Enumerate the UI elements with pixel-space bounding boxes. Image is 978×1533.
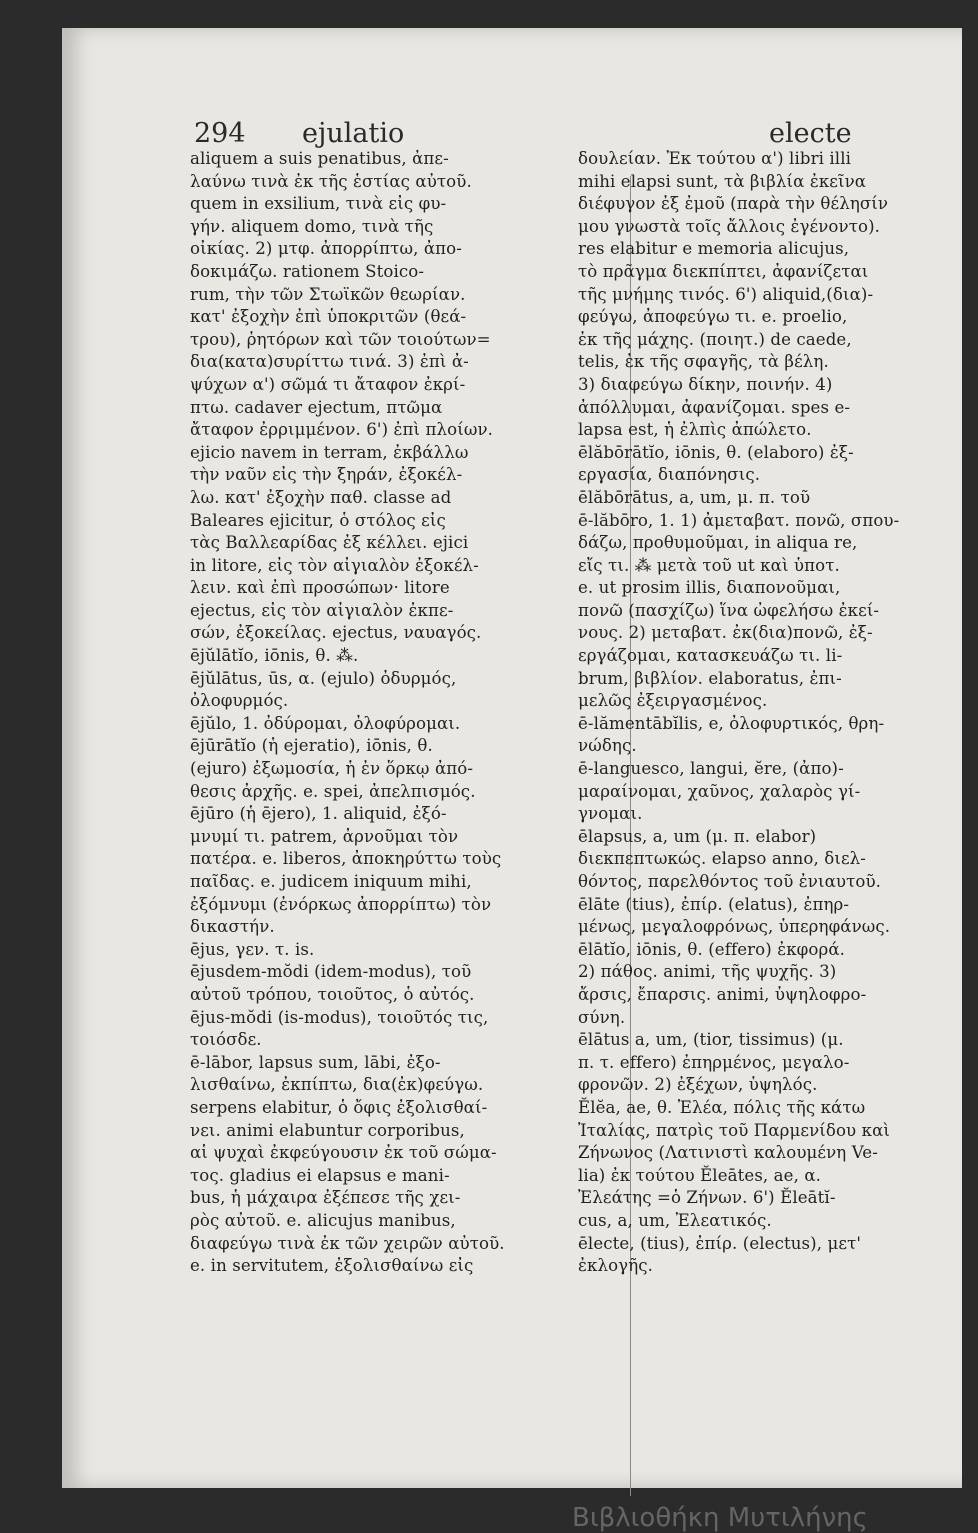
text-line: νους. 2) μεταβατ. ἐκ(δια)πονῶ, ἐξ- — [578, 623, 873, 643]
text-line: aliquem a suis penatibus, ἀπε- — [190, 149, 449, 168]
text-line: μαραίνομαι, χαῦνος, χαλαρὸς γί- — [578, 781, 861, 801]
text-line: in litore, εἰς τὸν αἰγιαλὸν ἐξοκέλ- — [190, 555, 479, 575]
text-line: λω. κατ' ἐξοχὴν παθ. classe ad — [190, 487, 452, 507]
text-line: ὀλοφυρμός. — [190, 691, 289, 711]
text-line: ēlăbōrātus, a, um, μ. π. τοῦ — [578, 487, 811, 507]
text-line: ē-languesco, langui, ĕre, (ἀπο)- — [578, 759, 844, 779]
text-line: e. ut prosim illis, διαπονοῦμαι, — [578, 578, 841, 598]
text-line: παῖδας. e. judicem iniquum mihi, — [190, 872, 472, 891]
text-line: bus, ἡ μάχαιρα ἐξέπεσε τῆς χει- — [190, 1188, 461, 1208]
text-line: λισθαίνω, ἐκπίπτω, δια(ἐκ)φεύγω. — [190, 1075, 484, 1095]
text-line: (ejuro) ἐξωμοσία, ἡ ἐν ὅρκῳ ἀπό- — [190, 759, 474, 779]
text-line: σύνη. — [578, 1007, 626, 1027]
text-line: ējus-mŏdi (is-modus), τοιοῦτός τις, — [190, 1007, 489, 1027]
text-line: ēlātus a, um, (tior, tissimus) (μ. — [578, 1030, 844, 1050]
text-line: θόντος, παρελθόντος τοῦ ἐνιαυτοῦ. — [578, 872, 882, 891]
text-line: ἀπόλλυμαι, ἀφανίζομαι. spes e- — [578, 397, 851, 417]
text-line: brum, βιβλίον. elaboratus, ἐπι- — [578, 668, 842, 688]
text-line: serpens elabitur, ὁ ὄφις ἐξολισθαί- — [190, 1097, 488, 1117]
text-line: 3) διαφεύγω δίκην, ποινήν. 4) — [578, 374, 833, 394]
text-line: τὴν ναῦν εἰς τὴν ξηράν, ἐξοκέλ- — [190, 465, 463, 485]
text-line: ējūro (ἡ ējero), 1. aliquid, ἐξό- — [190, 804, 447, 824]
text-line: e. in servitutem, ἐξολισθαίνω εἰς — [190, 1256, 474, 1276]
text-line: Ἐλεάτης =ὁ Ζήνων. 6') Ĕleātĭ- — [578, 1188, 836, 1208]
text-line: ē-lămentābĭlis, e, ὀλοφυρτικός, θρη- — [578, 713, 885, 733]
text-line: διεκπεπτωκώς. elapso anno, διελ- — [578, 849, 866, 869]
text-line: δικαστήν. — [190, 917, 275, 937]
text-line: γήν. aliquem domo, τινὰ τῆς — [190, 216, 434, 236]
text-line: ē-lābor, lapsus sum, lābi, ἐξο- — [190, 1052, 441, 1072]
text-line: ējūrātĭo (ἡ ejeratio), iōnis, θ. — [190, 736, 433, 756]
left-column — [190, 148, 560, 1278]
text-line: νώδης. — [578, 736, 637, 756]
text-line: ἐκ τῆς μάχης. (ποιητ.) de caede, — [578, 329, 852, 349]
text-line: τὸ πρᾶγμα διεκπίπτει, ἀφανίζεται — [578, 261, 869, 281]
text-line: τοιόσδε. — [190, 1030, 262, 1050]
text-line: ρὸς αὐτοῦ. e. alicujus manibus, — [190, 1210, 456, 1230]
text-line: τος. gladius ei elapsus e mani- — [190, 1165, 450, 1185]
text-line: π. τ. effero) ἐπηρμένος, μεγαλο- — [578, 1052, 850, 1072]
right-column — [578, 148, 958, 1278]
text-line: κατ' ἐξοχὴν ἐπὶ ὑποκριτῶν (θεά- — [190, 307, 467, 327]
text-line: mihi elapsi sunt, τὰ βιβλία ἐκεῖνα — [578, 171, 867, 191]
text-line: ējusdem-mŏdi (idem-modus), τοῦ — [190, 962, 472, 982]
left-guide-word: ejulatio — [302, 118, 405, 149]
text-line: Ĕlĕa, ae, θ. Ἐλέα, πόλις τῆς κάτω — [578, 1097, 866, 1117]
text-line: διαφεύγω τινὰ ἐκ τῶν χειρῶν αὐτοῦ. — [190, 1233, 505, 1253]
text-line: ejicio navem in terram, ἐκβάλλω — [190, 442, 469, 462]
text-line: ἐκλογῆς. — [578, 1256, 654, 1276]
text-line: λειν. καὶ ἐπὶ προσώπων· litore — [190, 578, 450, 598]
text-line: οἰκίας. 2) μτφ. ἀπορρίπτω, ἀπο- — [190, 239, 462, 259]
text-line: lia) ἐκ τούτου Ĕleātes, ae, α. — [578, 1165, 822, 1185]
text-line: σών, ἐξοκείλας. ejectus, ναυαγός. — [190, 623, 482, 643]
text-line: μου γνωστὰ τοῖς ἄλλοις ἐγένοντο). — [578, 216, 881, 236]
text-line: φεύγω, ἀποφεύγω τι. e. proelio, — [578, 307, 848, 327]
text-line: ējŭlātĭo, iōnis, θ. ⁂. — [190, 646, 359, 666]
text-line: πατέρα. e. liberos, ἀποκηρύττω τοὺς — [190, 849, 502, 869]
text-line: αὐτοῦ τρόπου, τοιοῦτος, ὁ αὐτός. — [190, 984, 475, 1004]
text-line: lapsa est, ἡ ἐλπὶς ἀπώλετο. — [578, 420, 812, 440]
text-line: νει. animi elabuntur corporibus, — [190, 1120, 465, 1140]
text-line: δουλείαν. Ἐκ τούτου α') libri illi — [578, 149, 852, 168]
text-line: εργασία, διαπόνησις. — [578, 465, 761, 485]
text-line: ēlăbōrātĭo, iōnis, θ. (elaboro) ἐξ- — [578, 442, 854, 462]
text-line: Baleares ejicitur, ὁ στόλος εἰς — [190, 510, 446, 530]
text-line: τὰς Βαλλεαρίδας ἐξ κέλλει. ejici — [190, 533, 469, 553]
text-line: ēlecte, (tius), ἐπίρ. (electus), μετ' — [578, 1233, 862, 1253]
text-line: telis, ἐκ τῆς σφαγῆς, τὰ βέλη. — [578, 352, 829, 372]
text-line: ējŭlo, 1. ὀδύρομαι, ὀλοφύρομαι. — [190, 713, 461, 733]
text-line: μένως, μεγαλοφρόνως, ὑπερηφάνως. — [578, 917, 891, 937]
text-line: γνομαι. — [578, 804, 643, 824]
text-line: ējŭlātus, ūs, α. (ejulo) ὀδυρμός, — [190, 668, 457, 688]
text-line: res elabitur e memoria alicujus, — [578, 239, 850, 259]
text-line: μελῶς ἐξειργασμένος. — [578, 691, 768, 711]
text-line: πτω. cadaver ejectum, πτῶμα — [190, 397, 443, 417]
text-line: ἐξόμνυμι (ἐνόρκως ἀπορρίπτω) τὸν — [190, 894, 492, 914]
text-line: τῆς μνήμης τινός. 6') aliquid,(δια)- — [578, 284, 874, 304]
text-line: ēlapsus, a, um (μ. π. elabor) — [578, 826, 817, 846]
text-line: ējus, γεν. τ. is. — [190, 939, 315, 959]
text-line: εργάζομαι, κατασκευάζω τι. li- — [578, 646, 843, 666]
text-line: ē-lăbōro, 1. 1) ἀμεταβατ. πονῶ, σπου- — [578, 510, 900, 530]
text-line: πονῶ (πασχίζω) ἵνα ὠφελήσω ἐκεί- — [578, 600, 880, 620]
text-line: rum, τὴν τῶν Στωϊκῶν θεωρίαν. — [190, 284, 466, 304]
text-line: δάζω, προθυμοῦμαι, in aliqua re, — [578, 533, 858, 553]
text-line: Ἰταλίας, πατρὶς τοῦ Παρμενίδου καὶ — [578, 1120, 890, 1140]
text-line: ēlātĭo, iōnis, θ. (effero) ἐκφορά. — [578, 939, 846, 959]
page-number: 294 — [194, 118, 246, 149]
text-line: τρου), ῥητόρων καὶ τῶν τοιούτων= — [190, 329, 491, 349]
text-line: ēlāte (tius), ἐπίρ. (elatus), ἐπηρ- — [578, 894, 850, 914]
watermark: Βιβλιοθήκη Μυτιλήνης — [572, 1503, 868, 1533]
text-line: cus, a, um, Ἐλεατικός. — [578, 1210, 772, 1230]
text-line: εἴς τι. ⁂ μετὰ τοῦ ut καὶ ὑποτ. — [578, 555, 840, 575]
right-guide-word: electe — [769, 118, 852, 149]
text-line: Ζήνωνος (Λατινιστὶ καλουμένη Ve- — [578, 1143, 878, 1163]
text-line: θεσις ἀρχῆς. e. spei, ἀπελπισμός. — [190, 781, 476, 801]
text-line: ψύχων α') σῶμά τι ἄταφον ἐκρί- — [190, 374, 466, 394]
text-line: αἱ ψυχαὶ ἐκφεύγουσιν ἐκ τοῦ σώμα- — [190, 1143, 497, 1163]
text-line: λαύνω τινὰ ἐκ τῆς ἑστίας αὐτοῦ. — [190, 171, 472, 191]
text-line: δοκιμάζω. rationem Stoico- — [190, 261, 425, 281]
text-line: quem in exsilium, τινὰ εἰς φυ- — [190, 194, 447, 214]
text-line: διέφυγον ἐξ ἐμοῦ (παρὰ τὴν θέλησίν — [578, 194, 889, 214]
text-line: ejectus, εἰς τὸν αἰγιαλὸν ἐκπε- — [190, 600, 454, 620]
text-line: μνυμί τι. patrem, ἀρνοῦμαι τὸν — [190, 826, 459, 846]
text-line: δια(κατα)συρίττω τινά. 3) ἐπὶ ἀ- — [190, 352, 469, 372]
text-line: 2) πάθος. animi, τῆς ψυχῆς. 3) — [578, 962, 837, 982]
text-line: ἄταφον ἐρριμμένον. 6') ἐπὶ πλοίων. — [190, 420, 494, 440]
text-line: φρονῶν. 2) ἐξέχων, ὑψηλός. — [578, 1075, 818, 1095]
text-line: ἄρσις, ἔπαρσις. animi, ὑψηλοφρο- — [578, 984, 867, 1004]
